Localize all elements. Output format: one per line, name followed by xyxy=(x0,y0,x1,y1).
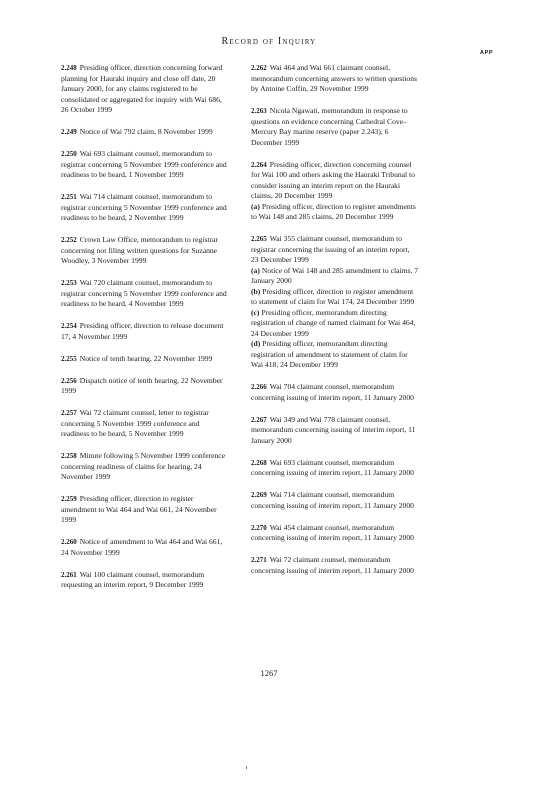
entry-number: 2.266 xyxy=(251,383,267,391)
entry-text: Minute following 5 November 1999 conference concerning readiness of claims for hearing, 24 November 1999 xyxy=(61,451,226,481)
entry-text: Wai 464 and Wai 661 claimant counsel, memorandum concerning answers to written questions by Antoine Coffin, 29 November 1999 xyxy=(251,63,417,93)
entry-text: Wai 355 claimant counsel, memorandum to registrar concerning the issuing of an interim report, 23 December 1999 xyxy=(251,234,410,264)
sub-entry-label: (a) xyxy=(251,201,260,211)
entry-text: Wai 100 claimant counsel, memorandum requesting an interim report, 9 December 1999 xyxy=(61,569,205,589)
record-entry xyxy=(61,537,229,558)
entry-text: Presiding officer, direction concerning counsel for Wai 100 and others asking the Hauraki Tribunal to consider issuing an interim report on the Hauraki claims, 20 December 1999 xyxy=(251,159,415,200)
record-entry xyxy=(61,149,229,181)
entry-number: 2.269 xyxy=(251,491,267,499)
entry-number: 2.260 xyxy=(61,538,77,546)
printer-mark xyxy=(246,766,247,769)
entry-number: 2.264 xyxy=(251,160,267,169)
record-entry xyxy=(251,106,419,148)
entry-number: 2.251 xyxy=(61,193,77,201)
entry-number: 2.256 xyxy=(61,376,77,385)
entry-number: 2.248 xyxy=(61,64,77,72)
entry-text: Presiding officer, direction concerning forward planning for Hauraki inquiry and close off date, 20 January 2000, for any claims registered to be consolidated or aggregated for inquiry with Wai 686, 26 October 1999 xyxy=(61,63,223,114)
entry-text: Notice of amendment to Wai 464 and Wai 661, 24 November 1999 xyxy=(61,537,223,557)
entry-text: Wai 720 claimant counsel, memorandum to registrar concerning 5 November 1999 conference and readiness to be heard, 4 November 1999 xyxy=(61,278,227,308)
section-tag: APP xyxy=(480,50,494,56)
entry-number: 2.267 xyxy=(251,415,267,424)
entry-text: Presiding officer, direction to release document 17, 4 November 1999 xyxy=(61,321,224,341)
entry-number: 2.259 xyxy=(61,495,77,503)
right-column xyxy=(251,63,419,588)
record-entry xyxy=(251,160,419,223)
entry-number: 2.255 xyxy=(61,354,77,363)
left-column xyxy=(61,63,229,602)
sub-entry-text: Presiding officer, direction to register amendment to statement of claim for Wai 174, 24 December 1999 xyxy=(251,286,415,306)
entry-text: Wai 704 claimant counsel, memorandum concerning issuing of interim report, 11 January 2000 xyxy=(251,382,414,402)
entry-number: 2.271 xyxy=(251,556,267,564)
entry-number: 2.250 xyxy=(61,150,77,158)
entry-text: Wai 714 claimant counsel, memorandum concerning issuing of interim report, 11 January 2000 xyxy=(251,490,414,510)
entry-text: Wai 349 and Wai 778 claimant counsel, memorandum concerning issuing of interim report, 11 January 2000 xyxy=(251,414,416,445)
sub-entry-label: (a) xyxy=(251,265,260,275)
entry-text: Nicola Ngawati, memorandum in response to questions on evidence concerning Cathedral Cove–Mercury Bay marine reserve (paper 2.243), 6 December 1999 xyxy=(251,106,408,147)
sub-entry xyxy=(251,339,419,371)
sub-entry-text: Presiding officer, direction to register amendments to Wai 148 and 285 claims, 20 December 1999 xyxy=(251,201,416,221)
record-entry xyxy=(251,234,419,371)
entry-text: Wai 454 claimant counsel, memorandum concerning issuing of interim report, 11 January 2000 xyxy=(251,522,414,542)
entry-text: Wai 72 claimant counsel, memorandum concerning issuing of interim report, 11 January 2000 xyxy=(251,555,414,575)
sub-entry-text: Presiding officer, memorandum directing registration of change of named claimant for Wai 464, 24 December 1999 xyxy=(251,307,416,338)
entry-number: 2.270 xyxy=(251,523,267,532)
sub-entry xyxy=(251,202,419,223)
sub-entry-text: Presiding officer, memorandum directing registration of amendment to statement of claim for Wai 418, 24 December 1999 xyxy=(251,339,408,369)
record-entry xyxy=(61,127,229,138)
entry-text: Notice of tenth hearing, 22 November 1999 xyxy=(79,353,213,363)
entry-number: 2.261 xyxy=(61,570,77,579)
record-entry xyxy=(61,235,229,267)
record-entry xyxy=(251,458,419,479)
entry-text: Wai 693 claimant counsel, memorandum to registrar concerning 5 November 1999 conference and readiness to be heard, 1 November 1999 xyxy=(61,149,227,179)
record-entry xyxy=(61,408,229,440)
page-number: 1267 xyxy=(260,668,278,678)
record-entry xyxy=(61,570,229,591)
entry-number: 2.265 xyxy=(251,235,267,243)
record-entry xyxy=(61,321,229,342)
entry-number: 2.249 xyxy=(61,128,77,136)
entry-number: 2.258 xyxy=(61,452,77,460)
record-entry xyxy=(61,376,229,397)
record-entry xyxy=(251,63,419,95)
entry-text: Crown Law Office, memorandum to registrar concerning not filing written questions for Suzanne Woodley, 3 November 1999 xyxy=(61,235,218,265)
record-entry xyxy=(251,555,419,576)
entry-text: Wai 72 claimant counsel, letter to registrar concerning 5 November 1999 conference and readiness to be heard, 5 November 1999 xyxy=(61,408,209,438)
sub-entry xyxy=(251,287,419,308)
entry-text: Notice of Wai 792 claim, 8 November 1999 xyxy=(79,127,213,136)
record-entry xyxy=(61,63,229,116)
record-entry xyxy=(61,451,229,483)
sub-entry xyxy=(251,308,419,340)
record-entry xyxy=(251,415,419,447)
record-entry xyxy=(61,354,229,365)
entry-text: Wai 714 claimant counsel, memorandum to registrar concerning 5 November 1999 conference and readiness to be heard, 2 November 1999 xyxy=(61,192,227,222)
entry-text: Wai 693 claimant counsel, memorandum concerning issuing of interim report, 11 January 2000 xyxy=(251,457,414,477)
entry-number: 2.268 xyxy=(251,458,267,467)
record-entry xyxy=(251,523,419,544)
record-entry xyxy=(61,494,229,526)
sub-entry xyxy=(251,266,419,287)
sub-entry-label: (b) xyxy=(251,286,261,296)
entry-text: Presiding officer, direction to register amendment to Wai 464 and Wai 661, 24 November 1999 xyxy=(61,494,217,524)
entry-number: 2.254 xyxy=(61,322,77,330)
entry-number: 2.257 xyxy=(61,409,77,417)
record-entry xyxy=(251,490,419,511)
entry-number: 2.263 xyxy=(251,107,267,115)
entry-number: 2.253 xyxy=(61,279,77,287)
entry-number: 2.262 xyxy=(251,64,267,72)
record-entry xyxy=(61,192,229,224)
entry-text: Dispatch notice of tenth hearing, 22 November 1999 xyxy=(61,375,223,395)
record-entry xyxy=(61,278,229,310)
entry-number: 2.252 xyxy=(61,236,77,244)
record-entry xyxy=(251,382,419,403)
sub-entry-text: Notice of Wai 148 and 285 amendment to claims, 7 January 2000 xyxy=(251,265,419,285)
sub-entry-label: (c) xyxy=(251,307,260,317)
sub-entry-label: (d) xyxy=(251,339,261,348)
running-header: Record of Inquiry xyxy=(221,36,317,47)
